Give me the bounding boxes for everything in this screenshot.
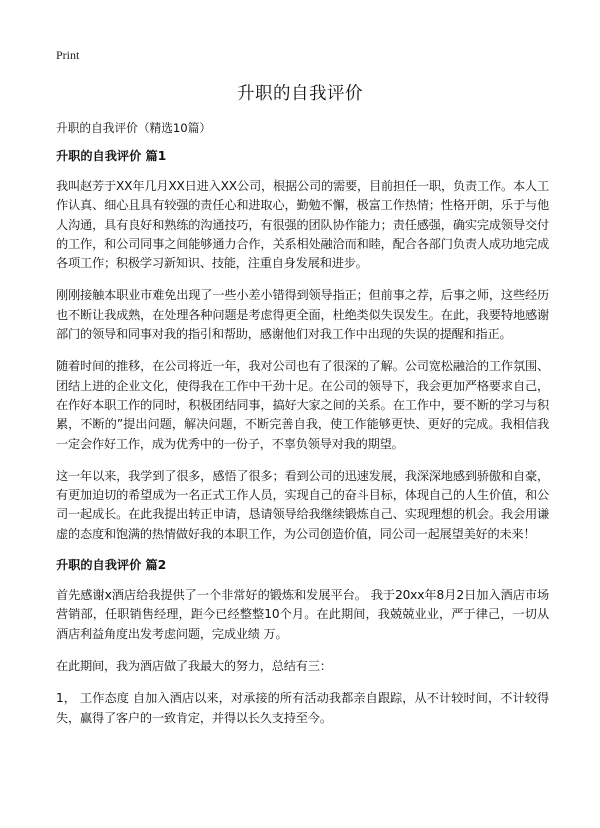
paragraph: 首先感谢x酒店给我提供了一个非常好的锻炼和发展平台。 我于20xx年8月2日加入酒店市场营销部，任职销售经理，距今已经整整10个月。在此期间，我兢兢业业，严于律己，一切从酒店利益角度出发考虑问题，完成业绩 万。 [56, 588, 549, 641]
section-heading: 升职的自我评价 篇1 [56, 149, 167, 163]
document-subtitle: 升职的自我评价（精选10篇） [56, 121, 212, 135]
paragraph: 这一年以来，我学到了很多，感悟了很多；看到公司的迅速发展，我深深地感到骄傲和自豪，有更加迫切的希望成为一名正式工作人员，实现自己的奋斗目标，体现自己的人生价值，和公司一起成长。在此我提出转正申请，恳请领导给我继续锻炼自己、实现理想的机会。我会用谦虚的态度和饱满的热情做好我的本职工作，为公司创造价值，同公司一起展望美好的未来！ [56, 468, 549, 541]
section-2 [56, 557, 549, 728]
paragraph: 刚刚接触本职业市难免出现了一些小差小错得到领导指正；但前事之荐，后事之师，这些经历也不断让我成熟，在处理各种问题是考虑得更全面，杜绝类似失误发生。在此，我要特地感谢部门的领导和同事对我的指引和帮助，感谢他们对我工作中出现的失误的提醒和指正。 [56, 288, 549, 342]
document-title: 升职的自我评价 [237, 84, 363, 104]
section-heading: 升职的自我评价 篇2 [56, 558, 167, 573]
paragraph: 随着时间的推移，在公司将近一年，我对公司也有了很深的了解。公司宽松融洽的工作氛围、团结上进的企业文化，使得我在工作中干劲十足。在公司的领导下，我会更加严格要求自己，在作好本职工作的同时，积极团结同事，搞好大家之间的关系。在工作中，要不断的学习与积累，不断的”提出问题，解决问题，不断完善自我，使工作能够更快、更好的完成。我相信我一定会作好工作，成为优秀中的一份子，不辜负领导对我的期望。 [56, 359, 549, 451]
paragraph: 我叫赵芳于XX年几月XX日进入XX公司，根据公司的需要，目前担任一职，负责工作。本人工作认真、细心且具有较强的责任心和进取心，勤勉不懈，极富工作热情；性格开朗，乐于与他人沟通，具有良好和熟练的沟通技巧，有很强的团队协作能力；责任感强，确实完成领导交付的工作，和公司同事之间能够通力合作，关系相处融洽而和睦，配合各部门负责人成功地完成各项工作；积极学习新知识、技能，注重自身发展和进步。 [56, 179, 549, 271]
section-1 [56, 148, 549, 544]
print-link[interactable]: Print [56, 48, 80, 62]
paragraph: 1， 工作态度 自加入酒店以来，对承接的所有活动我都亲自跟踪，从不计较时间，不计较得失，赢得了客户的一致肯定，并得以长久支持至今。 [56, 691, 549, 725]
paragraph: 在此期间，我为酒店做了我最大的努力，总结有三： [56, 658, 332, 673]
document-body [56, 120, 549, 741]
